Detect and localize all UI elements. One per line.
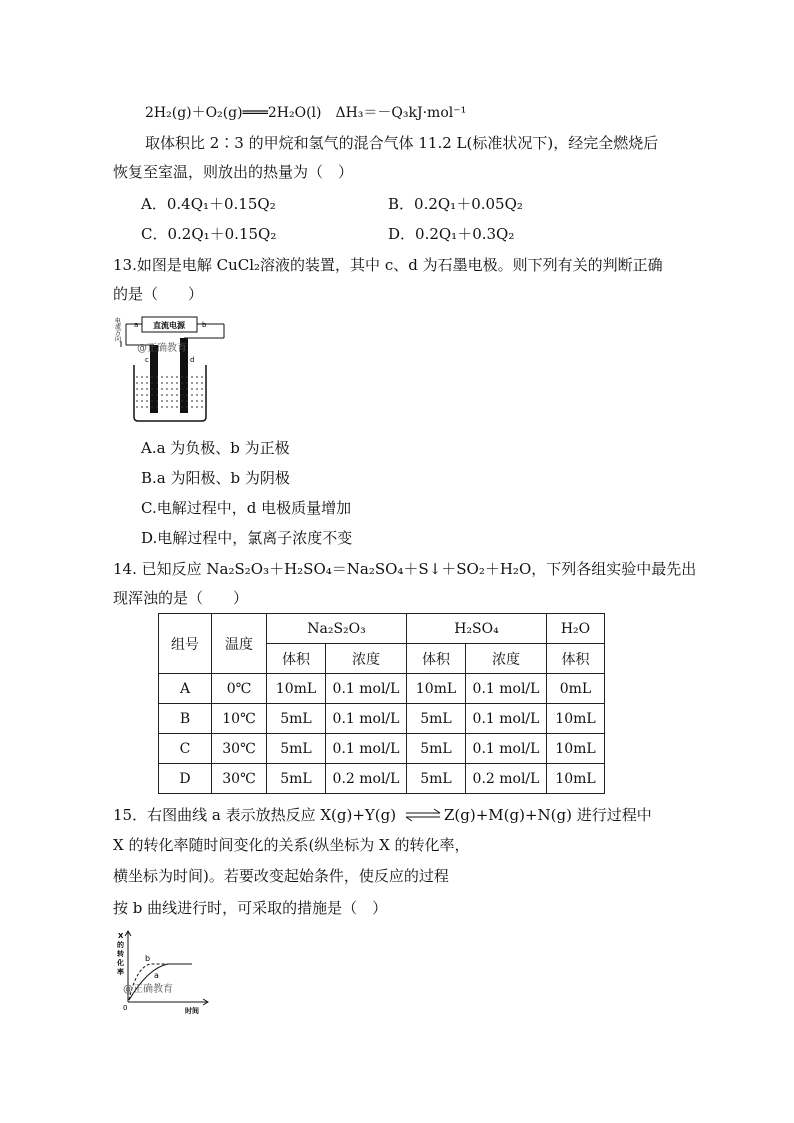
table-cell: 10mL [547, 704, 605, 734]
q12-stem-line1: 取体积比 2∶3 的甲烷和氢气的混合气体 11.2 L(标准状况下)，经完全燃烧后 [145, 134, 659, 152]
subheader-volume: 体积 [407, 644, 466, 674]
table-cell: 30℃ [212, 734, 267, 764]
q13-option-d: D.电解过程中，氯离子浓度不变 [141, 529, 353, 547]
table-cell: 5mL [407, 704, 466, 734]
q13-option-a: A.a 为负极、b 为正极 [141, 439, 290, 457]
q14-stem-line1: 14. 已知反应 Na₂S₂O₃＋H₂SO₄＝Na₂SO₄＋S↓＋SO₂＋H₂O，下列各组实验中最先出 [113, 560, 697, 578]
x-axis-label: 时间 [185, 1007, 199, 1015]
header-h2o: H₂O [547, 614, 605, 644]
header-h2so4: H₂SO₄ [407, 614, 547, 644]
q12-option-c: C．0.2Q₁＋0.15Q₂ [141, 225, 277, 243]
table-row [159, 764, 605, 794]
table-cell: 0.1 mol/L [466, 734, 547, 764]
subheader-volume: 体积 [267, 644, 326, 674]
table-cell: 0.1 mol/L [326, 674, 407, 704]
q13-option-b: B.a 为阳极、b 为阴极 [141, 469, 290, 487]
electrolysis-diagram [112, 313, 227, 428]
q13-option-c: C.电解过程中，d 电极质量增加 [141, 499, 352, 517]
q13-stem-line1: 13.如图是电解 CuCl₂溶液的装置，其中 c、d 为石墨电极。则下列有关的判断正确 [113, 256, 663, 274]
table-row [159, 674, 605, 704]
table-cell: 30℃ [212, 764, 267, 794]
q12-option-d: D．0.2Q₁＋0.3Q₂ [388, 225, 515, 243]
beaker [134, 365, 206, 421]
watermark: @正确教育 [123, 984, 173, 995]
table-cell: 10mL [407, 674, 466, 704]
conversion-time-graph [112, 928, 212, 1016]
table-row [159, 704, 605, 734]
terminal-b-label: b [202, 321, 207, 329]
q15-line4: 按 b 曲线进行时，可采取的措施是（ ） [113, 899, 388, 917]
origin-label: 0 [123, 1004, 128, 1012]
q15-line1-a: 15．右图曲线 a 表示放热反应 X(g)+Y(g) [113, 806, 397, 824]
current-direction-label: 电流方向 [115, 318, 122, 343]
table-cell: 0.1 mol/L [466, 704, 547, 734]
electrode-c-label: c [145, 356, 149, 364]
equilibrium-arrow-icon [404, 808, 442, 822]
subheader-volume: 体积 [547, 644, 605, 674]
table-cell: D [159, 764, 212, 794]
table-cell: 0.1 mol/L [466, 674, 547, 704]
table-cell: 5mL [267, 704, 326, 734]
electrode-c [150, 345, 158, 413]
watermark: @正确教育 [137, 343, 187, 354]
q15-line3: 横坐标为时间)。若要改变起始条件，使反应的过程 [113, 867, 449, 885]
subheader-concentration: 浓度 [326, 644, 407, 674]
q15-line2: X 的转化率随时间变化的关系(纵坐标为 X 的转化率， [113, 836, 470, 854]
subheader-concentration: 浓度 [466, 644, 547, 674]
table-cell: C [159, 734, 212, 764]
q12-option-a: A．0.4Q₁＋0.15Q₂ [141, 195, 276, 213]
table-cell: 5mL [407, 734, 466, 764]
curve-a-label: a [154, 971, 159, 980]
y-axis-label: X 的转化率 [117, 932, 124, 976]
table-cell: 0.2 mol/L [326, 764, 407, 794]
electrode-d-label: d [190, 356, 195, 364]
q13-stem-line2: 的是（ ） [113, 285, 204, 303]
q12-equation: 2H₂(g)＋O₂(g)═══2H₂O(l) ΔH₃＝－Q₃kJ·mol⁻¹ [145, 105, 467, 121]
table-cell: 10℃ [212, 704, 267, 734]
q14-stem-line2: 现浑浊的是（ ） [113, 589, 249, 607]
table-cell: A [159, 674, 212, 704]
table-cell: 5mL [267, 764, 326, 794]
table-cell: 0mL [547, 674, 605, 704]
table-cell: 5mL [267, 734, 326, 764]
table-cell: B [159, 704, 212, 734]
terminal-a-label: a [134, 321, 139, 329]
header-group: 组号 [159, 614, 212, 674]
q15-line1-b: Z(g)+M(g)+N(g) 进行过程中 [444, 806, 652, 824]
header-temperature: 温度 [212, 614, 267, 674]
power-supply-label: 直流电源 [153, 321, 185, 330]
table-cell: 0℃ [212, 674, 267, 704]
q12-option-b: B．0.2Q₁＋0.05Q₂ [388, 195, 523, 213]
header-na2s2o3: Na₂S₂O₃ [267, 614, 407, 644]
table-cell: 0.1 mol/L [326, 704, 407, 734]
curve-b-label: b [145, 954, 151, 963]
table-cell: 10mL [547, 734, 605, 764]
table-cell: 10mL [547, 764, 605, 794]
table-cell: 5mL [407, 764, 466, 794]
q12-stem-line2: 恢复至室温，则放出的热量为（ ） [113, 163, 354, 181]
experiment-table [158, 613, 605, 794]
table-cell: 0.1 mol/L [326, 734, 407, 764]
table-row [159, 734, 605, 764]
table-cell: 10mL [267, 674, 326, 704]
table-cell: 0.2 mol/L [466, 764, 547, 794]
